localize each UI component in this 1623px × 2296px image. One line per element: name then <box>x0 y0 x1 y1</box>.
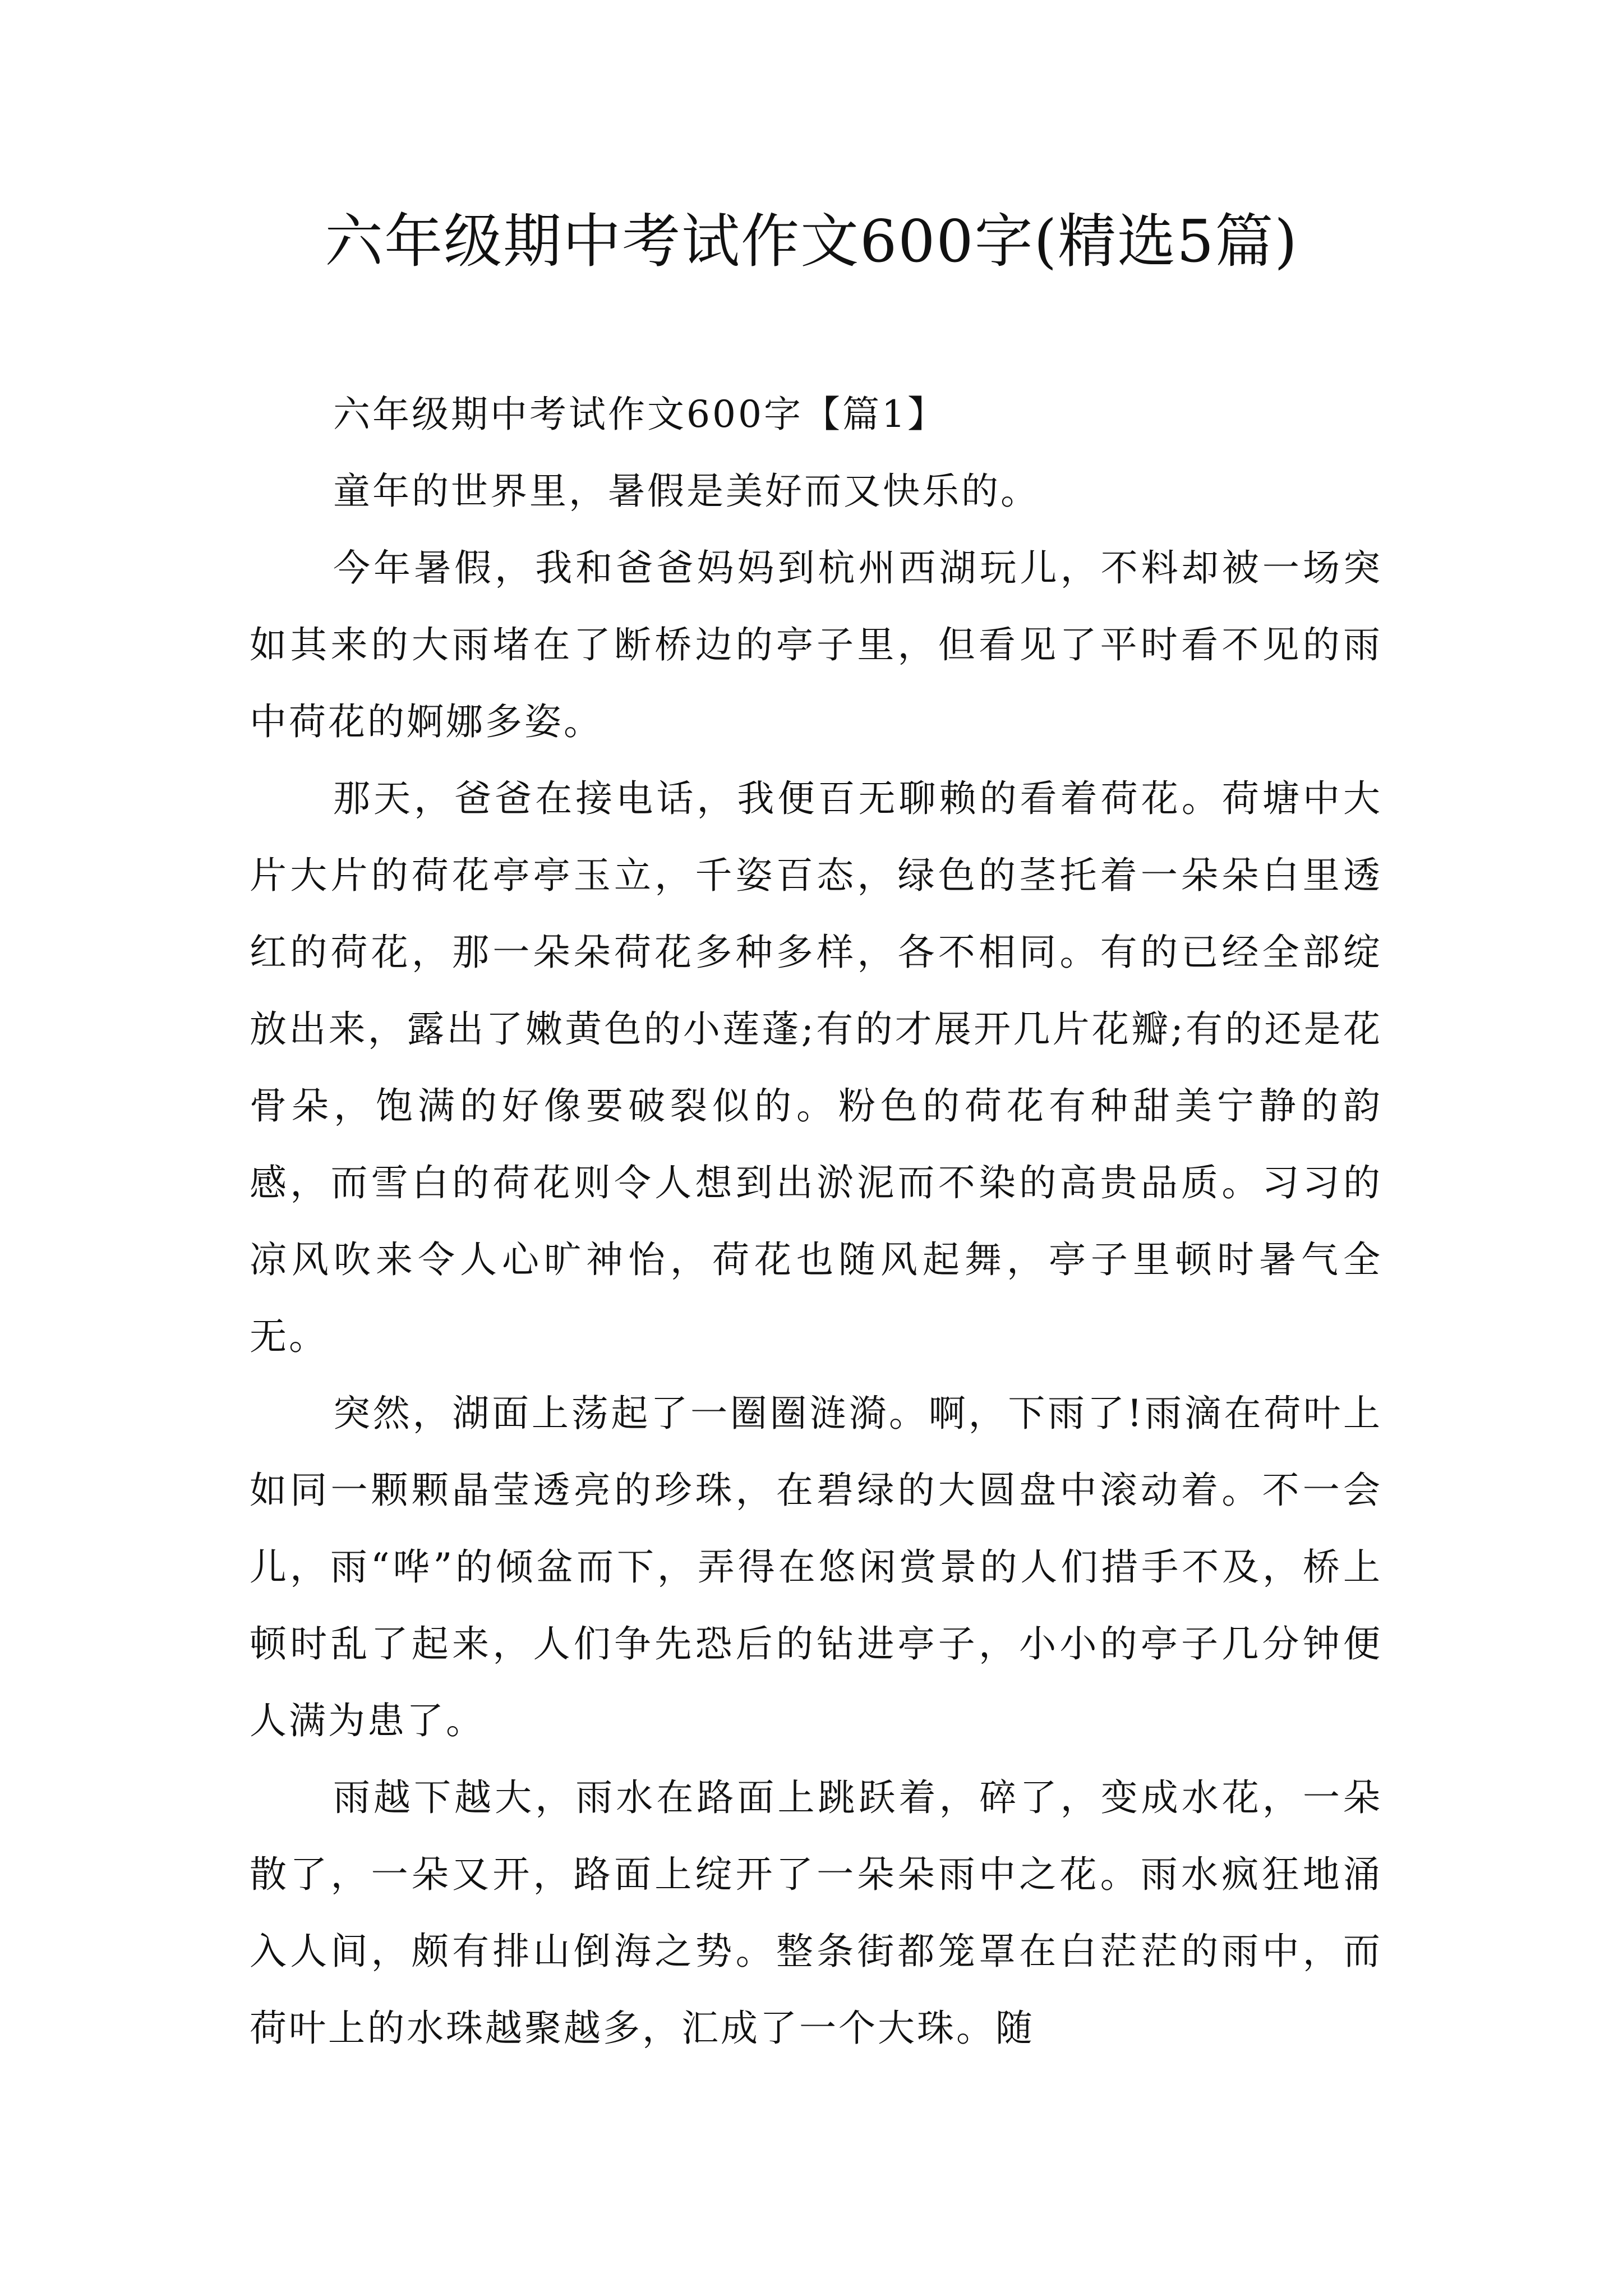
section-heading: 六年级期中考试作文600字【篇1】 <box>333 393 947 436</box>
document-title: 六年级期中考试作文600字(精选5篇) <box>325 207 1298 275</box>
paragraph: 今年暑假，我和爸爸妈妈到杭州西湖玩儿，不料却被一场突如其来的大雨堵在了断桥边的亭子里，但看见了平时看不见的雨中荷花的婀娜多姿。 <box>250 546 1382 743</box>
paragraph: 雨越下越大，雨水在路面上跳跃着，碎了，变成水花，一朵散了，一朵又开，路面上绽开了一朵朵雨中之花。雨水疯狂地涌入人间，颇有排山倒海之势。整条街都笼罩在白茫茫的雨中，而荷叶上的水珠越聚越多，汇成了一个大珠。随 <box>250 1776 1382 2050</box>
paragraph: 那天，爸爸在接电话，我便百无聊赖的看着荷花。荷塘中大片大片的荷花亭亭玉立，千姿百态，绿色的茎托着一朵朵白里透红的荷花，那一朵朵荷花多种多样，各不相同。有的已经全部绽放出来，露出了嫩黄色的小莲蓬;有的才展开几片花瓣;有的还是花骨朵，饱满的好像要破裂似的。粉色的荷花有种甜美宁静的韵感，而雪白的荷花则令人想到出淤泥而不染的高贵品质。习习的凉风吹来令人心旷神怡，荷花也随风起舞，亭子里顿时暑气全无。 <box>250 777 1382 1358</box>
paragraph: 童年的世界里，暑假是美好而又快乐的。 <box>333 470 1040 513</box>
document-body <box>250 376 1382 2067</box>
paragraph: 突然，湖面上荡起了一圈圈涟漪。啊，下雨了!雨滴在荷叶上如同一颗颗晶莹透亮的珍珠，在碧绿的大圆盘中滚动着。不一会儿，雨“哗”的倾盆而下，弄得在悠闲赏景的人们措手不及，桥上顿时乱了起来，人们争先恐后的钻进亭子，小小的亭子几分钟便人满为患了。 <box>250 1392 1382 1742</box>
